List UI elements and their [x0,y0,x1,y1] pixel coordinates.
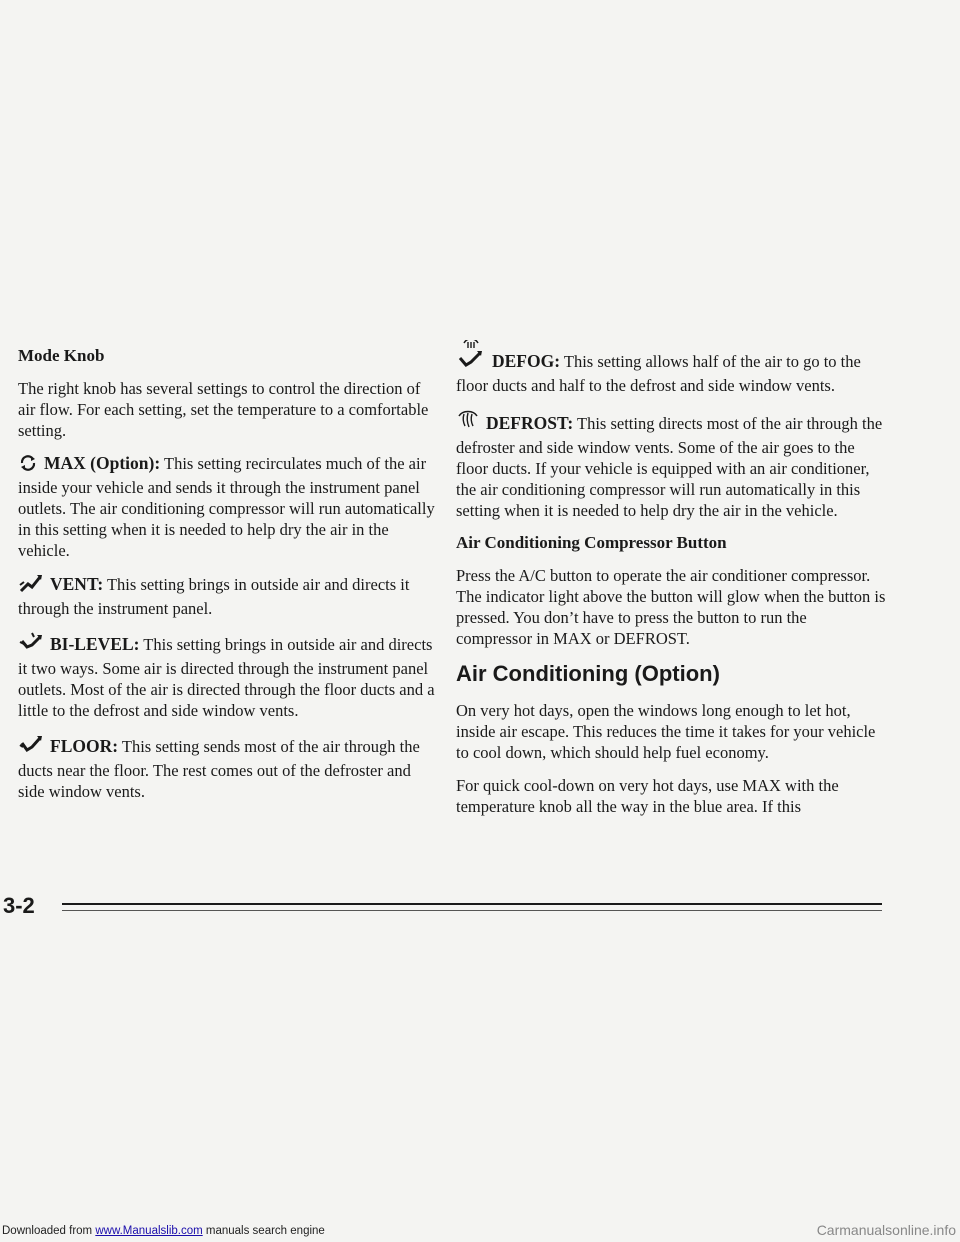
right-column [456,340,886,829]
defrost-term: DEFROST: [486,413,574,433]
mode-knob-heading: Mode Knob [18,346,105,365]
bi-level-description: This setting brings in outside air and directs it two ways. Some air is directed through the instrument panel outlets. Most of the air is directed through the floor ducts and a little to the defrost and side window vents. [18,635,435,721]
defog-icon [456,340,486,375]
banner-prefix: Downloaded from [2,1225,96,1237]
download-banner [2,1225,325,1237]
vent-icon [18,573,44,598]
air-conditioning-paragraph-1: On very hot days, open the windows long enough to let hot, inside air escape. This reduces the time it takes for your vehicle to cool down, which should help fuel economy. [456,700,876,762]
bi-level-term: BI-LEVEL: [50,634,140,655]
manualslib-link[interactable]: www.Manualslib.com [95,1225,203,1237]
max-term: MAX (Option): [44,453,161,474]
ac-compressor-button-text: Press the A/C button to operate the air conditioner compressor. The indicator light above the button will glow when the button is pressed. You don’t have to press the button to run the compressor in MAX or DEFROST. [456,566,886,649]
floor-setting-paragraph [18,733,438,802]
floor-description: This setting sends most of the air through the ducts near the floor. The rest comes out of the defroster and side window vents. [18,737,420,802]
defrost-icon [456,408,480,437]
vent-term: VENT: [50,574,104,595]
bi-level-setting-paragraph [18,631,438,721]
max-setting-paragraph [18,453,438,561]
mode-knob-intro: The right knob has several settings to control the direction of air flow. For each setting, set the temperature to a comfortable setting. [18,379,429,441]
air-conditioning-heading: Air Conditioning (Option) [456,661,720,687]
defrost-setting-paragraph [456,408,886,521]
defog-description: This setting allows half of the air to go to the floor ducts and half to the defrost and side window vents. [456,352,861,395]
defog-setting-paragraph [456,340,886,396]
max-description: This setting recirculates much of the air inside your vehicle and sends it through the instrument panel outlets. The air conditioning compressor will run automatically in this setting when it is needed to help dry the air in the vehicle. [18,454,435,561]
vent-setting-paragraph [18,573,438,619]
left-column [18,340,438,814]
footer-rule-thin [62,910,882,911]
bi-level-icon [18,631,44,658]
vent-description: This setting brings in outside air and directs it through the instrument panel. [18,575,410,619]
floor-term: FLOOR: [50,736,119,757]
defrost-description: This setting directs most of the air through the defroster and side window vents. Some of the air goes to the floor ducts. If your vehicle is equipped with an air conditioner, the air conditioning compressor will run automatically in this setting when it is needed to help dry the air in the vehicle. [456,414,883,520]
recirculate-icon [18,454,38,477]
banner-suffix: manuals search engine [202,1225,325,1237]
watermark-text: Carmanualsonline.info [816,1222,956,1238]
defog-term: DEFOG: [492,351,561,371]
floor-icon [18,733,44,760]
footer-rule [62,903,882,905]
ac-compressor-button-heading: Air Conditioning Compressor Button [456,533,727,552]
air-conditioning-paragraph-2: For quick cool-down on very hot days, use MAX with the temperature knob all the way in the blue area. If this [456,775,839,816]
page-number: 3-2 [3,893,35,918]
